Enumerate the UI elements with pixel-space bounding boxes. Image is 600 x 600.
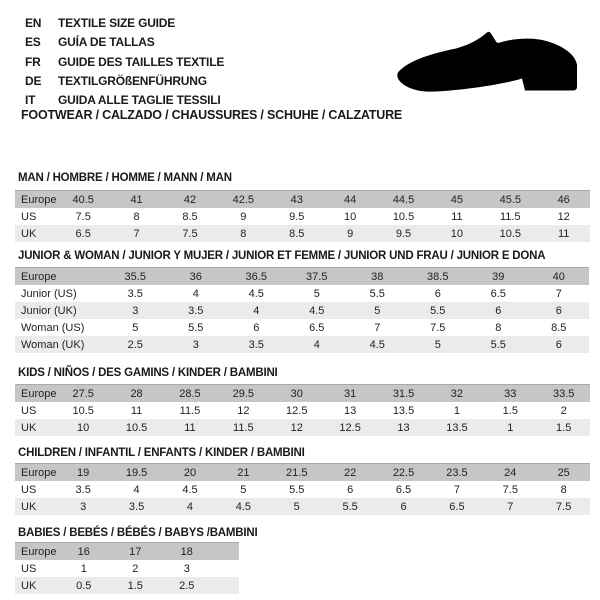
size-cell: 8.5: [182, 210, 198, 223]
size-cell: 10: [450, 227, 464, 240]
language-label: GUIDE DES TAILLES TEXTILE: [58, 54, 225, 69]
size-cell: 8: [133, 210, 140, 223]
row-label: Europe: [21, 545, 57, 558]
size-cell: 22.5: [392, 466, 415, 479]
size-cell: 37.5: [306, 270, 328, 283]
size-cell: 4.5: [248, 287, 264, 300]
size-section-children: [15, 447, 590, 515]
size-cell: 7.5: [430, 321, 446, 334]
size-cell: 4: [313, 338, 320, 351]
size-cell: 3.5: [127, 287, 143, 300]
size-cell: 6.5: [309, 321, 325, 334]
size-cell: 32: [450, 387, 464, 400]
size-cell: 17: [129, 545, 142, 558]
size-cell: 7.5: [182, 227, 198, 240]
size-cell: 3: [132, 304, 139, 317]
size-section-kids: [15, 367, 590, 436]
size-cell: 4: [133, 483, 140, 496]
size-cell: 43: [290, 193, 303, 206]
language-row: [25, 16, 224, 35]
language-list: [25, 16, 224, 112]
size-cell: 16: [77, 545, 90, 558]
section-title: CHILDREN / INFANTIL / ENFANTS / KINDER / BAMBINI: [18, 447, 305, 459]
size-cell: 5.5: [490, 338, 506, 351]
size-cell: 33: [504, 387, 517, 400]
language-code: FR: [25, 54, 41, 69]
size-cell: 7.5: [502, 483, 518, 496]
size-cell: 6: [555, 338, 562, 351]
table-row: [15, 285, 589, 302]
header-row: [15, 385, 590, 403]
size-cell: 44: [344, 193, 357, 206]
size-cell: 13.5: [446, 421, 468, 434]
size-cell: 8: [560, 483, 567, 496]
language-label: GUIDA ALLE TAGLIE TESSILI: [58, 93, 221, 108]
size-table-man: [15, 190, 590, 242]
language-label: TEXTILGRÖßENFÜHRUNG: [58, 73, 207, 88]
size-cell: 12.5: [339, 421, 361, 434]
size-cell: 42: [183, 193, 197, 206]
size-cell: 1.5: [502, 404, 518, 417]
table-row: [15, 402, 590, 419]
size-cell: 11.5: [233, 421, 254, 434]
size-cell: 39: [492, 270, 505, 283]
size-cell: 6.5: [75, 227, 91, 240]
spacer-cell: [213, 560, 240, 577]
size-cell: 3.5: [75, 483, 91, 496]
size-cell: 1.5: [127, 579, 143, 592]
header-row: [15, 464, 590, 482]
size-cell: 42.5: [232, 193, 255, 206]
size-cell: 3: [192, 338, 199, 351]
size-cell: 5.5: [342, 500, 358, 513]
table-row: [15, 419, 590, 436]
size-cell: 11: [557, 227, 570, 240]
row-label: Woman (UK): [21, 338, 85, 351]
size-cell: 1: [507, 421, 514, 434]
size-cell: 6: [347, 483, 354, 496]
size-cell: 7: [507, 500, 514, 513]
size-cell: 2.5: [179, 579, 195, 592]
size-cell: 9: [240, 210, 247, 223]
size-cell: 19: [77, 466, 90, 479]
header-row: [15, 268, 589, 286]
size-cell: 8: [240, 227, 247, 240]
size-cell: 9.5: [289, 210, 305, 223]
size-cell: 45: [450, 193, 464, 206]
size-cell: 36.5: [245, 270, 267, 283]
size-table-children: [15, 463, 590, 515]
size-cell: 6.5: [490, 287, 506, 300]
size-cell: 10: [77, 421, 90, 434]
size-section-babies: [15, 527, 257, 594]
size-cell: 4: [253, 304, 260, 317]
size-cell: 5.5: [188, 321, 204, 334]
size-cell: 6.5: [395, 483, 412, 496]
size-cell: 5.5: [430, 304, 446, 317]
row-label: Woman (US): [21, 321, 85, 334]
row-label: Europe: [21, 270, 57, 283]
section-title: JUNIOR & WOMAN / JUNIOR Y MUJER / JUNIOR ET FEMME / JUNIOR UND FRAU / JUNIOR E DONA: [18, 250, 546, 262]
size-cell: 5: [240, 483, 247, 496]
size-cell: 13: [344, 404, 357, 417]
size-cell: 4.5: [369, 338, 385, 351]
row-label: UK: [21, 500, 37, 513]
row-label: UK: [21, 227, 37, 240]
size-cell: 22: [344, 466, 357, 479]
language-code: ES: [25, 35, 41, 50]
size-table-babies: [15, 542, 239, 594]
row-label: US: [21, 483, 37, 496]
size-cell: 13.5: [392, 404, 415, 417]
size-cell: 5.5: [369, 287, 385, 300]
size-cell: 45.5: [499, 193, 522, 206]
size-cell: 12: [557, 210, 570, 223]
size-cell: 5: [313, 287, 320, 300]
size-cell: 33.5: [552, 387, 575, 400]
size-cell: 6: [434, 287, 441, 300]
size-cell: 4: [192, 287, 199, 300]
size-cell: 29.5: [232, 387, 255, 400]
table-row: [15, 498, 590, 515]
table-row: [15, 319, 589, 336]
size-cell: 7: [453, 483, 460, 496]
table-row: [15, 336, 589, 353]
language-row: [25, 55, 224, 74]
size-cell: 6.5: [449, 500, 465, 513]
size-cell: 5: [374, 304, 381, 317]
size-cell: 23.5: [446, 466, 468, 479]
size-cell: 3.5: [248, 338, 264, 351]
size-cell: 38: [371, 270, 384, 283]
size-cell: 21: [237, 466, 250, 479]
size-cell: 30: [290, 387, 303, 400]
size-cell: 0.5: [76, 579, 92, 592]
size-cell: 8.5: [551, 321, 567, 334]
size-cell: 9.5: [395, 227, 412, 240]
size-cell: 11: [184, 421, 196, 434]
size-cell: 12: [237, 404, 250, 417]
row-label: US: [21, 562, 37, 575]
size-cell: 4: [186, 500, 194, 513]
row-label: Europe: [21, 466, 57, 479]
size-section-junior-woman: [15, 250, 589, 353]
size-cell: 28: [130, 387, 143, 400]
size-cell: 7.5: [556, 500, 572, 513]
table-row: [15, 208, 590, 225]
language-label: TEXTILE SIZE GUIDE: [58, 16, 176, 30]
size-cell: 20: [183, 466, 197, 479]
size-cell: 8: [495, 321, 502, 334]
language-code: DE: [25, 73, 42, 88]
size-cell: 10.5: [125, 421, 148, 434]
header-row: [15, 191, 590, 209]
size-cell: 2.5: [127, 338, 143, 351]
size-cell: 7: [555, 287, 562, 300]
size-table-junior-woman: [15, 267, 589, 353]
size-cell: 19.5: [125, 466, 148, 479]
size-cell: 31.5: [392, 387, 415, 400]
table-row: [15, 225, 590, 242]
row-label: Europe: [21, 193, 57, 206]
size-cell: 7: [374, 321, 381, 334]
size-cell: 36: [189, 270, 202, 283]
size-cell: 18: [180, 545, 193, 558]
language-label: GUÍA DE TALLAS: [58, 35, 155, 50]
size-cell: 3: [80, 500, 87, 513]
size-cell: 40: [552, 270, 565, 283]
section-title: BABIES / BEBÉS / BÉBÉS / BABYS /BAMBINI: [18, 527, 258, 539]
size-cell: 6: [555, 304, 562, 317]
size-cell: 12: [290, 421, 303, 434]
shoe-icon: [396, 28, 581, 99]
row-label: Junior (US): [21, 287, 77, 300]
size-cell: 6: [400, 500, 407, 513]
header-row: [15, 543, 239, 561]
size-cell: 2: [560, 404, 567, 417]
size-cell: 10: [344, 210, 357, 223]
size-cell: 11: [451, 210, 463, 223]
size-cell: 24: [504, 466, 517, 479]
size-cell: 5: [132, 321, 139, 334]
footwear-category-line: FOOTWEAR / CALZADO / CHAUSSURES / SCHUHE / CALZATURE: [21, 108, 403, 122]
language-code: IT: [25, 93, 36, 108]
size-cell: 12.5: [286, 404, 308, 417]
size-cell: 25: [557, 466, 570, 479]
size-cell: 6: [253, 321, 260, 334]
size-cell: 7: [133, 227, 140, 240]
size-cell: 41: [130, 193, 143, 206]
size-cell: 21.5: [286, 466, 308, 479]
size-cell: 1: [80, 562, 87, 575]
size-cell: 9: [347, 227, 354, 240]
size-cell: 1: [453, 404, 460, 417]
size-cell: 6: [495, 304, 502, 317]
language-row: [25, 35, 224, 54]
table-row: [15, 577, 239, 594]
size-cell: 5.5: [289, 483, 305, 496]
size-cell: 40.5: [72, 193, 94, 206]
size-cell: 2: [132, 562, 139, 575]
row-label: Europe: [21, 387, 57, 400]
spacer-cell: [213, 543, 240, 561]
size-cell: 46: [557, 193, 570, 206]
size-section-man: [15, 172, 590, 242]
size-cell: 7.5: [75, 210, 91, 223]
size-cell: 10.5: [72, 404, 94, 417]
row-label: Junior (UK): [21, 304, 77, 317]
row-label: UK: [21, 421, 37, 434]
spacer-cell: [213, 577, 240, 594]
size-cell: 11: [130, 404, 143, 417]
size-cell: 5: [434, 338, 441, 351]
section-title: MAN / HOMBRE / HOMME / MANN / MAN: [18, 172, 232, 184]
size-cell: 3.5: [128, 500, 145, 513]
size-cell: 10.5: [499, 227, 522, 240]
size-cell: 4.5: [235, 500, 251, 513]
section-title: KIDS / NIÑOS / DES GAMINS / KINDER / BAMBINI: [18, 367, 278, 379]
size-cell: 38.5: [427, 270, 449, 283]
size-cell: 3.5: [188, 304, 204, 317]
size-cell: 11.5: [179, 404, 201, 417]
language-row: [25, 74, 224, 93]
size-table-kids: [15, 384, 590, 436]
size-cell: 35.5: [124, 270, 146, 283]
size-cell: 1.5: [556, 421, 572, 434]
table-row: [15, 481, 590, 498]
size-cell: 11.5: [500, 210, 521, 223]
size-cell: 44.5: [392, 193, 415, 206]
row-label: UK: [21, 579, 37, 592]
row-label: US: [21, 404, 37, 417]
size-cell: 3: [183, 562, 190, 575]
size-cell: 27.5: [72, 387, 94, 400]
size-cell: 5: [293, 500, 300, 513]
size-cell: 31: [344, 387, 357, 400]
table-row: [15, 302, 589, 319]
size-cell: 13: [397, 421, 410, 434]
size-cell: 28.5: [179, 387, 201, 400]
size-cell: 4.5: [309, 304, 325, 317]
language-code: EN: [25, 16, 42, 30]
table-row: [15, 560, 239, 577]
row-label: US: [21, 210, 37, 223]
size-cell: 10.5: [392, 210, 415, 223]
size-cell: 4.5: [182, 483, 198, 496]
size-cell: 8.5: [289, 227, 305, 240]
